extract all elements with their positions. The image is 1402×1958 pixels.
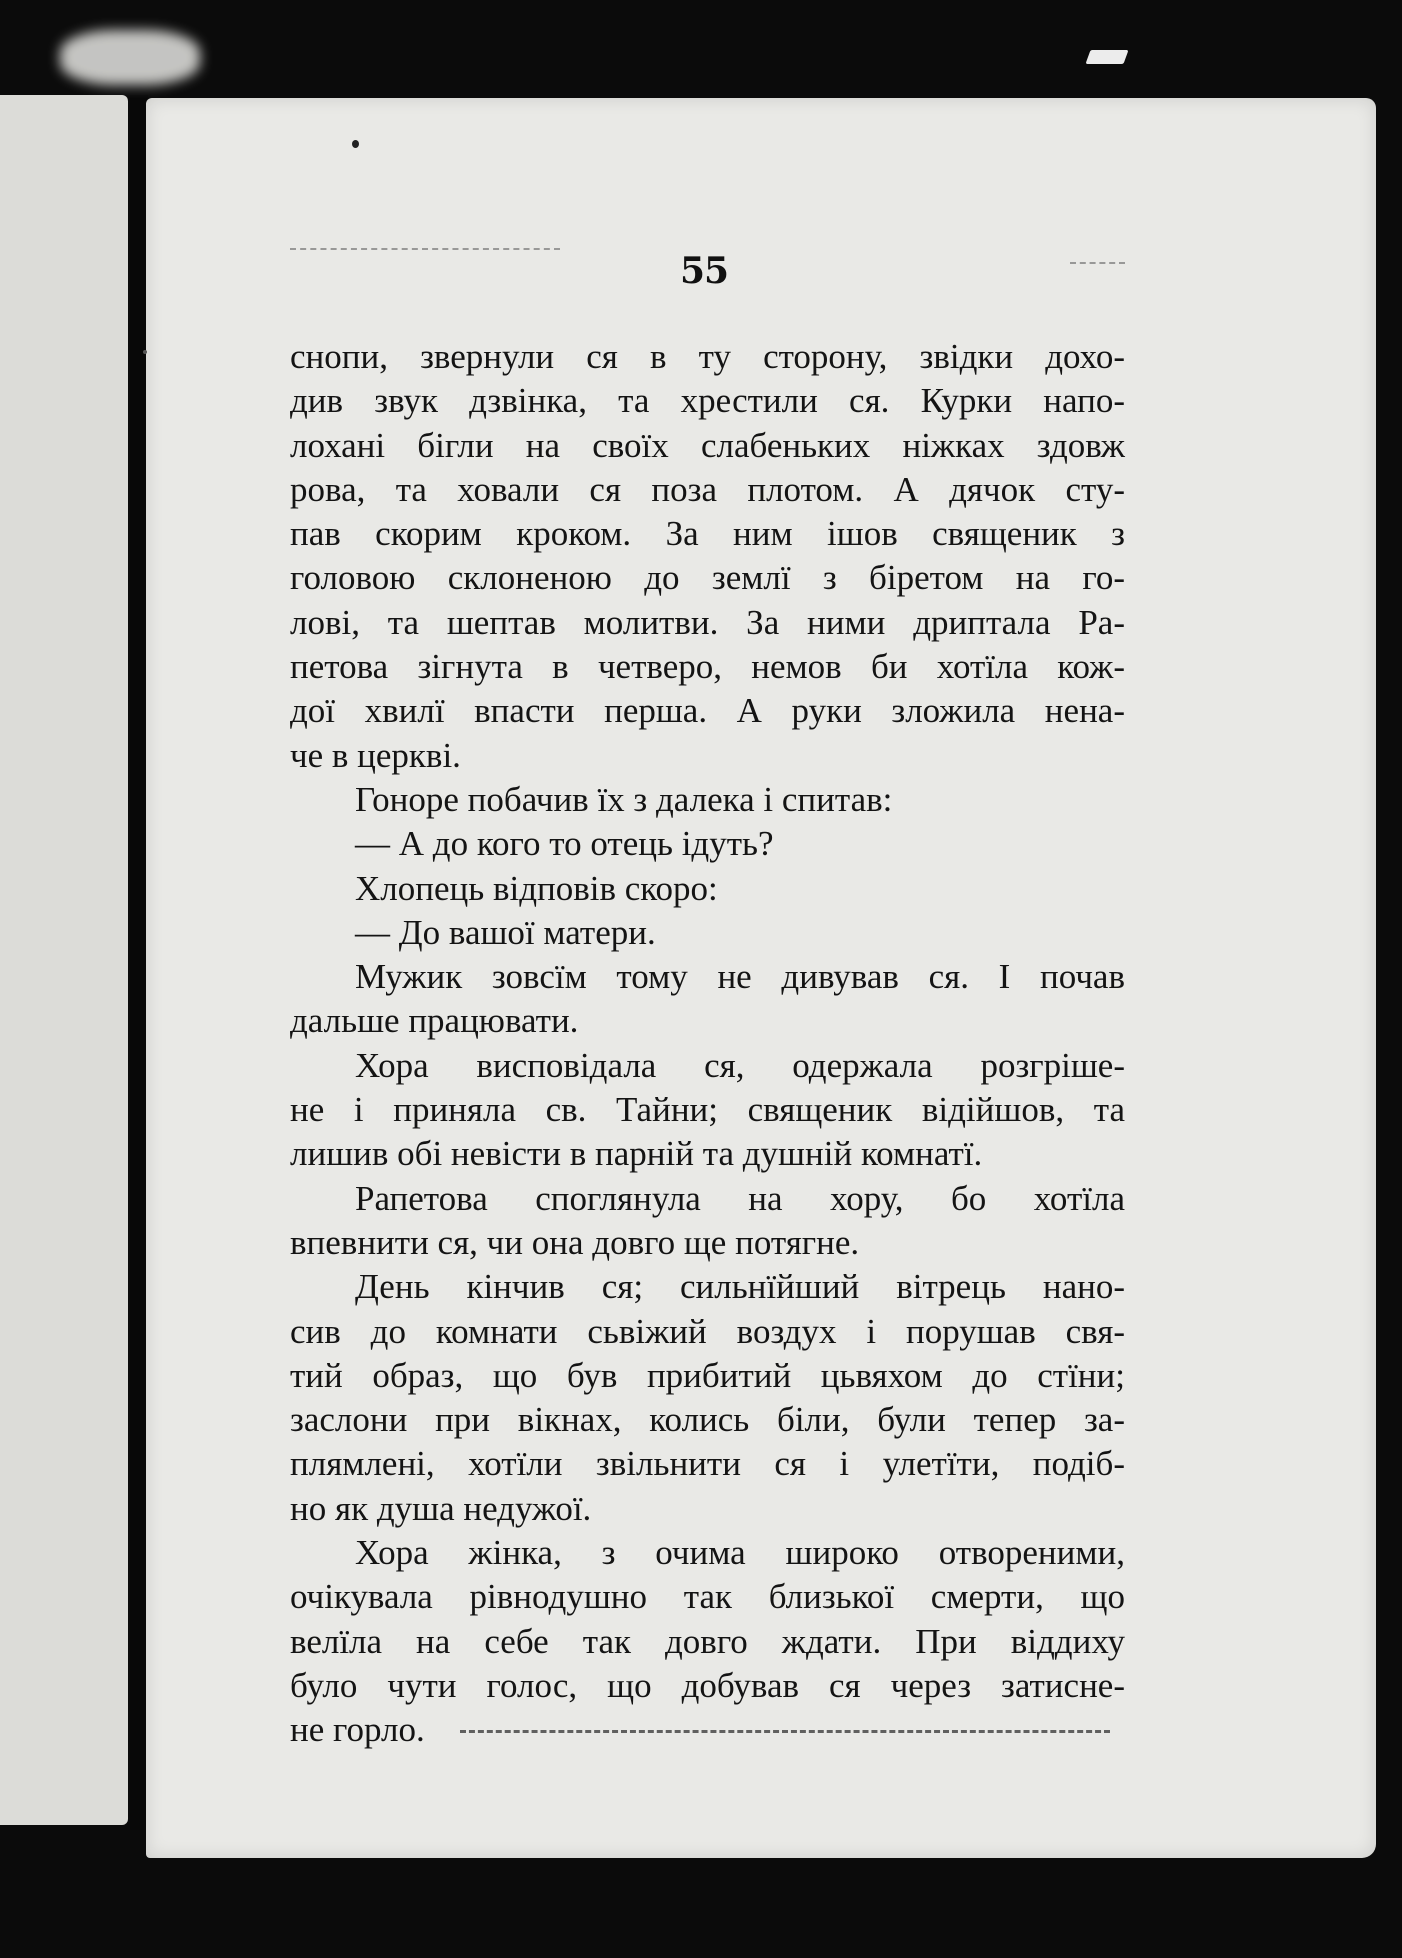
text-line: Хлопець відповів скоро:	[355, 868, 718, 908]
text-line: не горло.	[290, 1710, 425, 1750]
adjacent-page-edge	[0, 95, 128, 1825]
text-line: очікувала рівнодушно так близької смерти, що	[290, 1577, 1125, 1617]
text-line: День кінчив ся; сильнїйший вітрець нано-	[355, 1267, 1125, 1307]
header-rule	[290, 248, 560, 250]
text-line: див звук дзвінка, та хрестили ся. Курки напо-	[290, 381, 1125, 421]
text-line: пав скорим кроком. За ним ішов священик з	[290, 514, 1125, 554]
text-line: плямлені, хотїли звільнити ся і улетїти, подіб-	[290, 1444, 1125, 1484]
scan-corner-mark	[1085, 50, 1128, 64]
page-number: 55	[680, 250, 729, 292]
text-line: — А до кого то отець ідуть?	[355, 824, 774, 864]
text-line: лохані бігли на своїх слабеньких ніжках здовж	[290, 425, 1125, 465]
text-line: снопи, звернули ся в ту сторону, звідки дохо-	[290, 337, 1125, 376]
text-line: сив до комнати сьвіжий воздух і порушав свя-	[290, 1311, 1125, 1351]
text-line: велїла на себе так довго ждати. При віддиху	[290, 1621, 1125, 1661]
text-line: но як душа недужої.	[290, 1488, 592, 1528]
footer-rule	[460, 1730, 1110, 1733]
header-rule	[1070, 262, 1125, 264]
text-line: че в церкві.	[290, 735, 461, 775]
text-line: заслони при вікнах, колись біли, були тепер за-	[290, 1400, 1125, 1440]
text-line: — До вашої матери.	[355, 912, 656, 952]
text-line: Гоноре побачив їх з далека і спитав:	[355, 779, 893, 819]
text-line: впевнити ся, чи она довго ще потягне.	[290, 1222, 860, 1262]
ink-speck	[352, 140, 359, 148]
text-line: рова, та ховали ся поза плотом. А дячок сту-	[290, 469, 1125, 509]
text-line: дої хвилї впасти перша. А руки зложила нена-	[290, 691, 1125, 731]
text-line: Рапетова споглянула на хору, бо хотїла	[355, 1178, 1125, 1218]
text-line: Хора жінка, з очима широко отвореними,	[355, 1533, 1125, 1573]
scan-glare	[60, 30, 200, 85]
body-text	[290, 335, 1125, 1753]
text-line: петова зігнута в четверо, немов би хотїла кож-	[290, 647, 1125, 687]
ink-speck	[143, 350, 147, 354]
text-line: лишив обі невісти в парній та душній комнатї.	[290, 1134, 983, 1174]
text-line: не і приняла св. Тайни; священик відійшов, та	[290, 1090, 1125, 1130]
text-line: тий образ, що був прибитий цьвяхом до стїни;	[290, 1355, 1125, 1395]
text-line: було чути голос, що добував ся через затисне-	[290, 1665, 1125, 1705]
text-line: Мужик зовсїм тому не дивував ся. І почав	[355, 957, 1125, 997]
text-line: Хора висповідала ся, одержала розгріше-	[355, 1045, 1125, 1085]
text-line: дальше працювати.	[290, 1001, 579, 1041]
text-line: лові, та шептав молитви. За ними дриптала Ра-	[290, 602, 1125, 642]
text-line: головою склоненою до землї з біретом на го-	[290, 558, 1125, 598]
